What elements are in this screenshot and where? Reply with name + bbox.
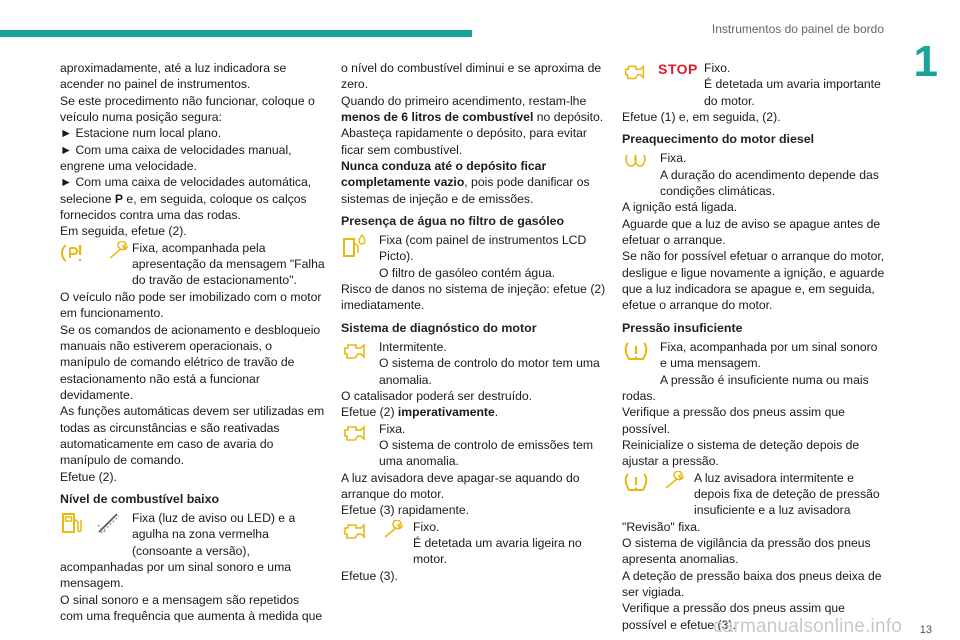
section-heading: Sistema de diagnóstico do motor: [341, 320, 537, 335]
water-in-diesel-icon: [341, 233, 369, 259]
paragraph: Verifique a pressão dos pneus assim que possível.: [622, 405, 845, 436]
parking-brake-fault-icon: [60, 241, 88, 265]
watermark: carmanualsonline.info: [712, 616, 902, 637]
tyre-pressure-warning: [622, 339, 886, 372]
paragraph: É detetada um avaria ligeira no motor.: [413, 535, 582, 567]
paragraph: Se os comandos de acionamento e desbloqueio manuais não estiverem operacionais, o manípulo de comando elétrico de travão de estacionamento não está a funcionar devidamente.: [60, 322, 321, 402]
paragraph: A luz avisadora intermitente e depois fixa de deteção de pressão insuficiente e a luz avisadora "Revisão" fixa.: [622, 470, 880, 534]
paragraph: Efetue (1) e, em seguida, (2).: [622, 110, 781, 125]
paragraph: Efetue (2) imperativamente.: [341, 405, 499, 420]
paragraph: A ignição está ligada.: [622, 200, 738, 215]
tyre-system-fault: [622, 470, 886, 535]
paragraph: O sistema de controlo do motor tem uma anomalia.: [379, 356, 600, 387]
page-number: 13: [919, 624, 932, 636]
tyre-pressure-icon: [622, 340, 650, 364]
paragraph: Fixa (luz de aviso ou LED) e a agulha na zona vermelha (consoante a versão), acompanhadas por um sinal sonoro e uma mensagem.: [60, 510, 296, 591]
paragraph: Quando do primeiro acendimento, restam-lhe menos de 6 litros de combustível no depósito.: [341, 93, 604, 125]
paragraph: Efetue (3) rapidamente.: [341, 503, 470, 518]
paragraph: Fixa, acompanhada por um sinal sonoro e uma mensagem.: [660, 339, 878, 371]
paragraph: Fixa, acompanhada pela apresentação da mensagem "Falha do travão de estacionamento".: [132, 240, 325, 288]
engine-minor-fault: [341, 519, 609, 568]
paragraph: Se não for possível efetuar o arranque do motor, desligue e ligue novamente a ignição, e aguarde que a luz indicadora se apague e, em seguida, efetue o arranque do motor.: [622, 249, 885, 313]
paragraph: Fixo.: [704, 61, 731, 75]
section-heading: Pressão insuficiente: [622, 320, 743, 335]
preheating-indicator: [622, 150, 886, 199]
paragraph: Abasteça rapidamente o depósito, para evitar ficar sem combustível.: [341, 126, 587, 157]
fuel-pump-icon: [60, 511, 82, 535]
paragraph: A pressão é insuficiente numa ou mais rodas.: [622, 372, 869, 403]
glow-plug-icon: [622, 151, 648, 171]
header-accent-bar: [0, 30, 472, 37]
engine-major-fault: [622, 60, 886, 109]
paragraph: aproximadamente, até a luz indicadora se acender no painel de instrumentos.: [60, 61, 287, 92]
paragraph: Fixa (com painel de instrumentos LCD Picto).: [379, 233, 587, 264]
paragraph: Risco de danos no sistema de injeção: efetue (2) imediatamente.: [341, 282, 606, 313]
parking-brake-warning: [60, 240, 325, 289]
paragraph: As funções automáticas devem ser utilizadas em todas as circunstâncias e são reativadas automaticamente em caso de avaria do manípulo de comando.: [60, 404, 325, 468]
step: ► Com uma caixa de velocidades manual, engrene uma velocidade.: [60, 142, 292, 174]
engine-diagnosis-fixed: [341, 421, 609, 470]
paragraph: É detetada um avaria importante do motor.: [704, 77, 881, 108]
column-1: [60, 60, 325, 624]
paragraph: Reinicialize o sistema de deteção depois de ajustar a pressão.: [622, 437, 860, 469]
paragraph: Aguarde que a luz de aviso se apague antes de efetuar o arranque.: [622, 216, 881, 248]
paragraph: O veículo não pode ser imobilizado com o motor em funcionamento.: [60, 289, 322, 321]
paragraph: Efetue (3).: [341, 568, 398, 583]
section-heading: Nível de combustível baixo: [60, 491, 220, 506]
low-fuel-warning: [60, 510, 325, 592]
water-in-filter-warning: [341, 232, 609, 265]
paragraph: O sistema de vigilância da pressão dos pneus apresenta anomalias.: [622, 535, 871, 567]
section-heading: Presença de água no filtro de gasóleo: [341, 214, 565, 229]
paragraph: Se este procedimento não funcionar, coloque o veículo numa posição segura:: [60, 93, 315, 125]
paragraph: O sistema de controlo de emissões tem uma anomalia.: [379, 437, 594, 469]
paragraph: Nunca conduza até o depósito ficar completamente vazio, pois pode danificar os sistemas de injeção e de emissões.: [341, 159, 590, 206]
paragraph: Intermitente.: [379, 339, 447, 354]
paragraph: Fixo.: [413, 519, 440, 534]
wrench-icon: [383, 520, 405, 540]
wrench-icon: [664, 471, 686, 491]
engine-icon: [341, 422, 369, 444]
paragraph: A deteção de pressão baixa dos pneus deixa de ser vigiada.: [622, 568, 882, 599]
tyre-pressure-icon: [622, 471, 650, 495]
engine-icon: [341, 340, 369, 362]
column-3: [622, 60, 886, 633]
paragraph: Em seguida, efetue (2).: [60, 224, 187, 239]
paragraph: Fixa.: [379, 421, 406, 436]
paragraph: O filtro de gasóleo contém água.: [379, 265, 556, 280]
paragraph: Efetue (2).: [60, 469, 117, 484]
paragraph: A luz avisadora deve apagar-se aquando do arranque do motor.: [341, 470, 580, 501]
paragraph: o nível do combustível diminui e se aproxima de zero.: [341, 61, 602, 92]
fuel-gauge-icon: [96, 511, 122, 535]
wrench-icon: [108, 241, 130, 261]
step: ► Estacione num local plano.: [60, 126, 222, 141]
paragraph: Verifique a pressão dos pneus assim que possível e efetue (3).: [622, 601, 845, 632]
section-heading: Preaquecimento do motor diesel: [622, 132, 815, 147]
paragraph: Fixa.: [660, 151, 687, 166]
step: ► Com uma caixa de velocidades automática, selecione P e, em seguida, coloque os calços fornecidos contra uma das rodas.: [60, 175, 312, 223]
chapter-number: 1: [913, 37, 938, 86]
engine-diagnosis-blinking: [341, 339, 609, 388]
paragraph: A duração do acendimento depende das condições climáticas.: [660, 167, 879, 199]
engine-icon: [622, 61, 648, 83]
stop-icon: STOP: [658, 61, 698, 77]
column-2: [341, 60, 609, 584]
paragraph: O catalisador poderá ser destruído.: [341, 388, 533, 403]
engine-icon: [341, 520, 369, 542]
paragraph: O sinal sonoro e a mensagem são repetidos com uma frequência que aumenta à medida que: [60, 592, 323, 623]
section-title: Instrumentos do painel de bordo: [711, 22, 884, 36]
